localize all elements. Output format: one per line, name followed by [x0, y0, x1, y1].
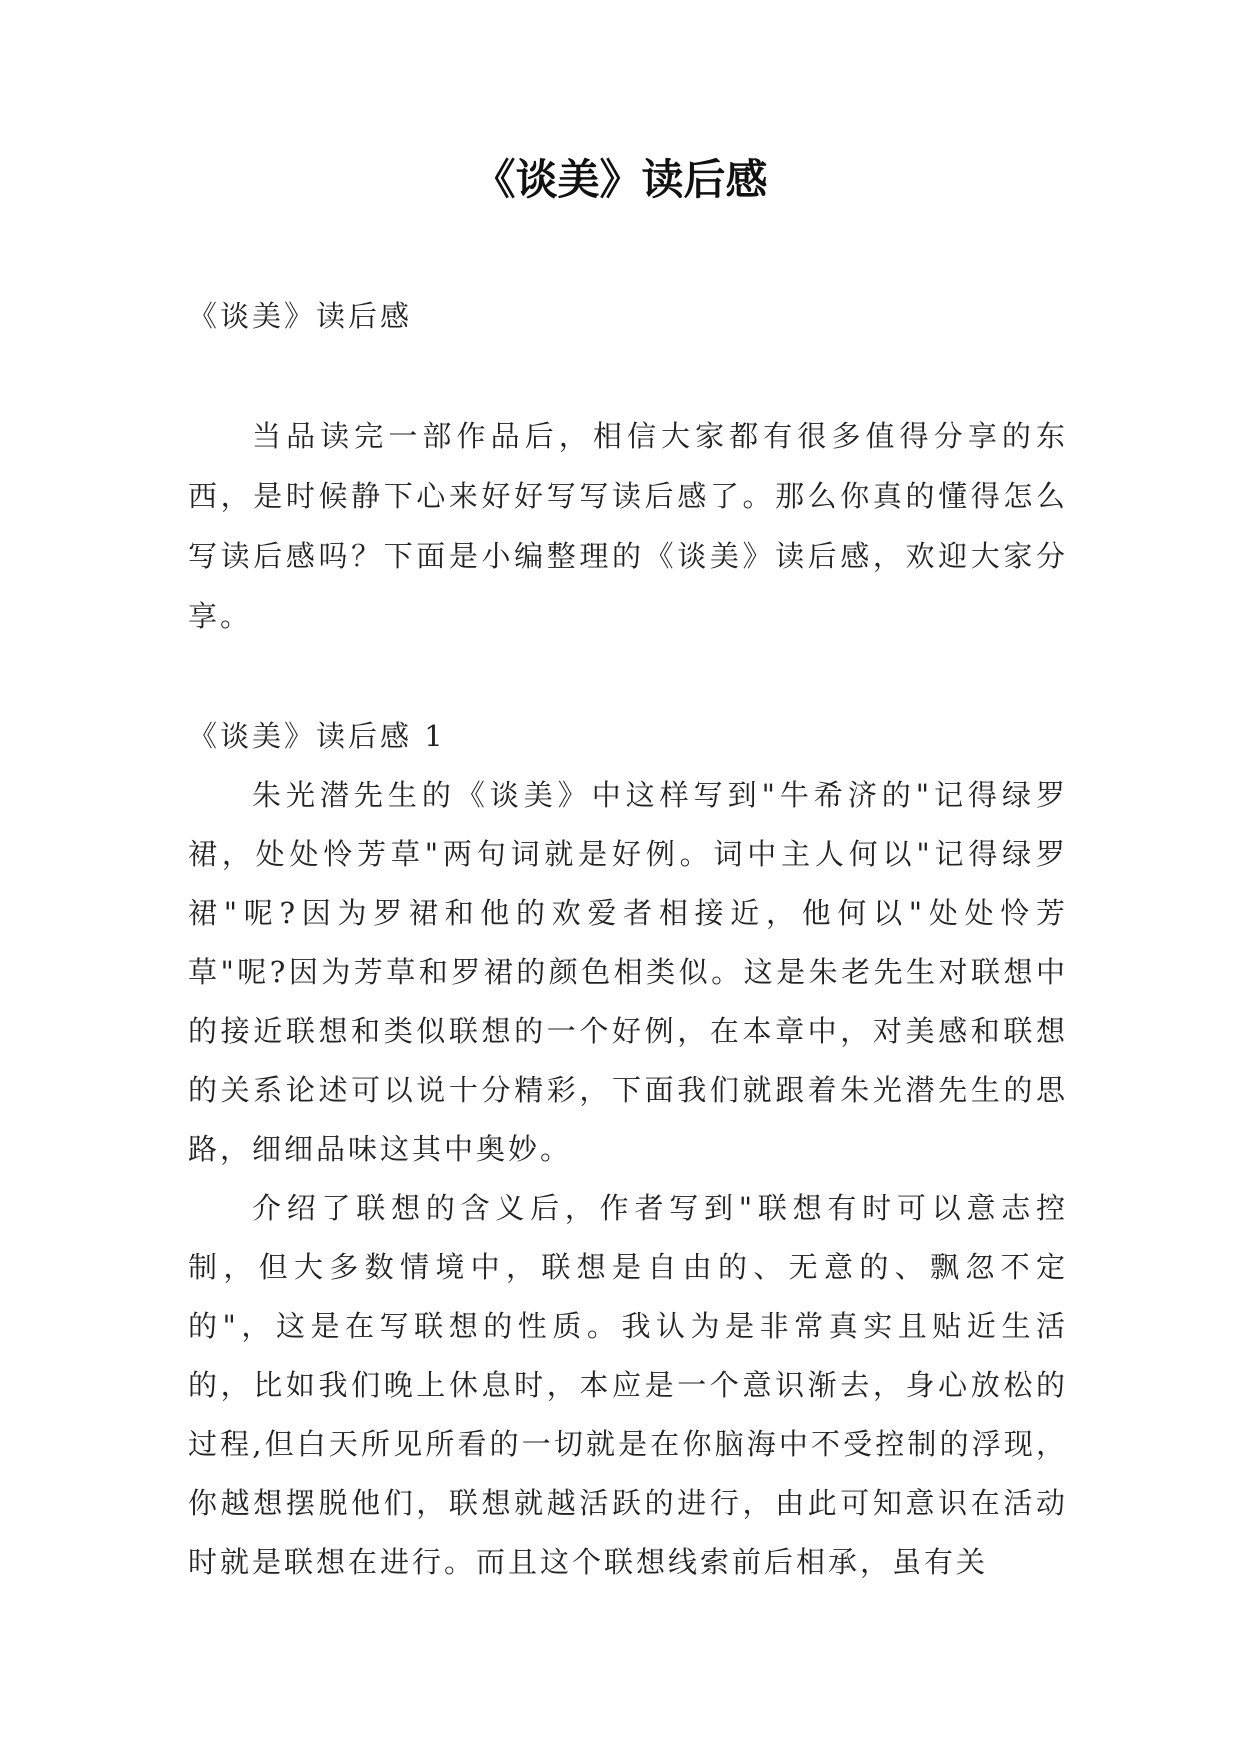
document-body [188, 286, 1068, 1592]
intro-paragraph: 当品读完一部作品后，相信大家都有很多值得分享的东西，是时候静下心来好好写写读后感了。那么你真的懂得怎么写读后感吗？下面是小编整理的《谈美》读后感，欢迎大家分享。 [188, 419, 1068, 633]
body-paragraph: 朱光潜先生的《谈美》中这样写到"牛希济的"记得绿罗裙，处处怜芳草"两句词就是好例。词中主人何以"记得绿罗裙"呢?因为罗裙和他的欢爱者相接近，他何以"处处怜芳草"呢?因为芳草和罗裙的颜色相类似。这是朱老先生对联想中的接近联想和类似联想的一个好例，在本章中，对美感和联想的关系论述可以说十分精彩，下面我们就跟着朱光潜先生的思路，细细品味这其中奥妙。 [188, 778, 1068, 1166]
body-paragraph: 介绍了联想的含义后，作者写到"联想有时可以意志控制，但大多数情境中，联想是自由的、无意的、飘忽不定的"，这是在写联想的性质。我认为是非常真实且贴近生活的，比如我们晚上休息时，本应是一个意识渐去，身心放松的过程,但白天所见所看的一切就是在你脑海中不受控制的浮现，你越想摆脱他们，联想就越活跃的进行，由此可知意识在活动时就是联想在进行。而且这个联想线索前后相承，虽有关 [188, 1191, 1068, 1579]
document-title: 《谈美》读后感 [473, 155, 768, 204]
section-heading: 《谈美》读后感 1 [188, 719, 446, 753]
document-subtitle: 《谈美》读后感 [188, 299, 413, 333]
